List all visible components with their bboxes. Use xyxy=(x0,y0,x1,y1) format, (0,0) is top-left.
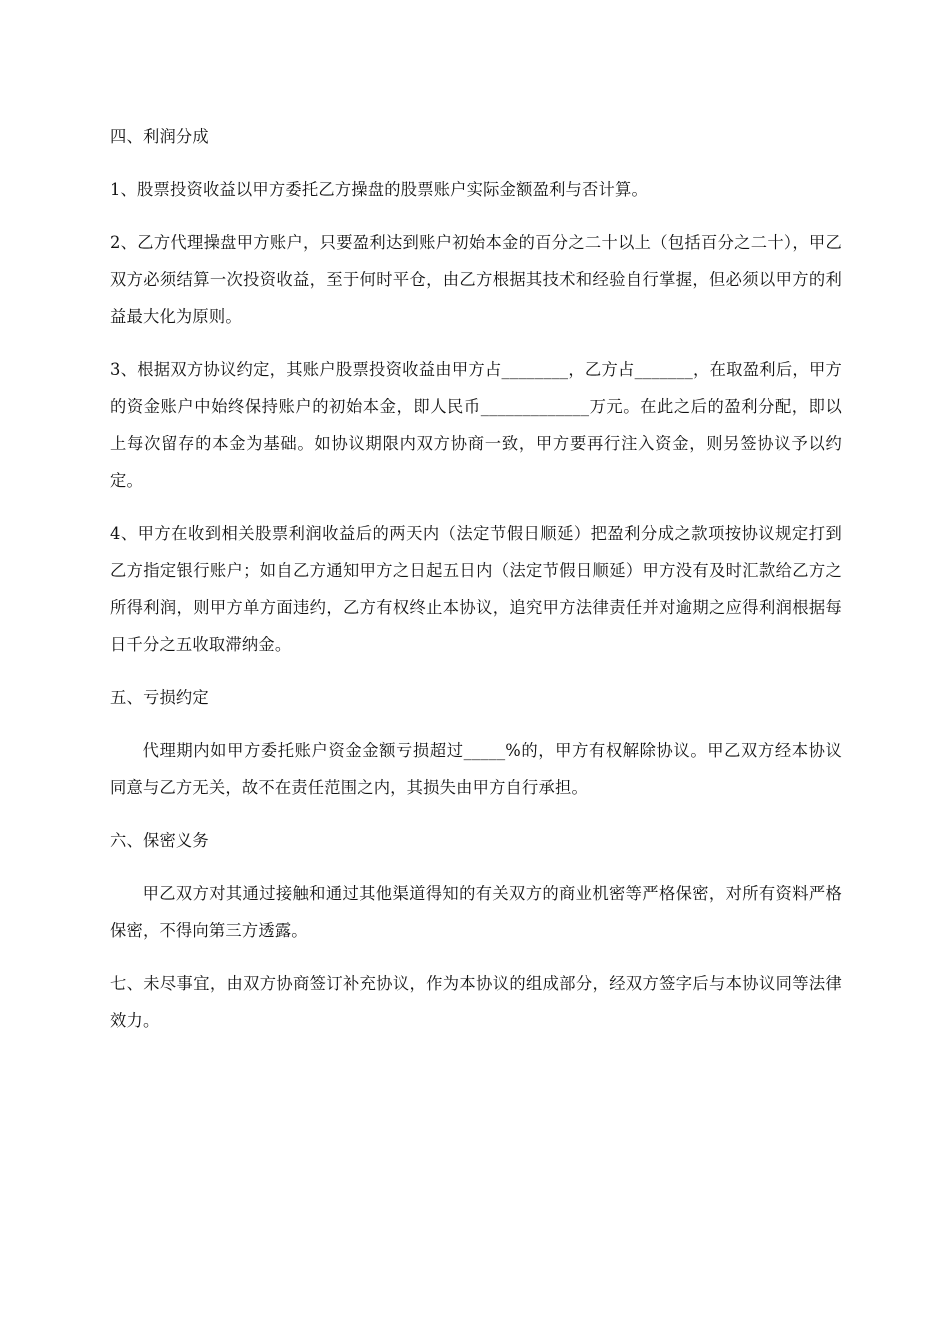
section-heading-profit-sharing: 四、利润分成 xyxy=(110,127,209,146)
clause-5-body: 代理期内如甲方委托账户资金金额亏损超过_____%的，甲方有权解除协议。甲乙双方经本协议同意与乙方无关，故不在责任范围之内，其损失由甲方自行承担。 xyxy=(110,741,842,797)
clause-4-1: 1、股票投资收益以甲方委托乙方操盘的股票账户实际金额盈利与否计算。 xyxy=(110,180,648,199)
document-page xyxy=(110,118,842,1055)
section-heading-confidentiality: 六、保密义务 xyxy=(110,831,209,850)
clause-6-body: 甲乙双方对其通过接触和通过其他渠道得知的有关双方的商业机密等严格保密，对所有资料严格保密，不得向第三方透露。 xyxy=(110,884,842,940)
clause-4-4: 4、甲方在收到相关股票利润收益后的两天内（法定节假日顺延）把盈利分成之款项按协议规定打到乙方指定银行账户；如自乙方通知甲方之日起五日内（法定节假日顺延）甲方没有及时汇款给乙方之所得利润，则甲方单方面违约，乙方有权终止本协议，追究甲方法律责任并对逾期之应得利润根据每日千分之五收取滞纳金。 xyxy=(110,524,842,654)
clause-4-3: 3、根据双方协议约定，其账户股票投资收益由甲方占________，乙方占_______，在取盈利后，甲方的资金账户中始终保持账户的初始本金，即人民币_____________万元。在此之后的盈利分配，即以上每次留存的本金为基础。如协议期限内双方协商一致，甲方要再行注入资金，则另签协议予以约定。 xyxy=(110,360,842,490)
section-heading-loss-agreement: 五、亏损约定 xyxy=(110,688,209,707)
clause-7-body: 七、未尽事宜，由双方协商签订补充协议，作为本协议的组成部分，经双方签字后与本协议同等法律效力。 xyxy=(110,974,842,1030)
clause-4-2: 2、乙方代理操盘甲方账户，只要盈利达到账户初始本金的百分之二十以上（包括百分之二十），甲乙双方必须结算一次投资收益，至于何时平仓，由乙方根据其技术和经验自行掌握，但必须以甲方的利益最大化为原则。 xyxy=(110,233,842,326)
